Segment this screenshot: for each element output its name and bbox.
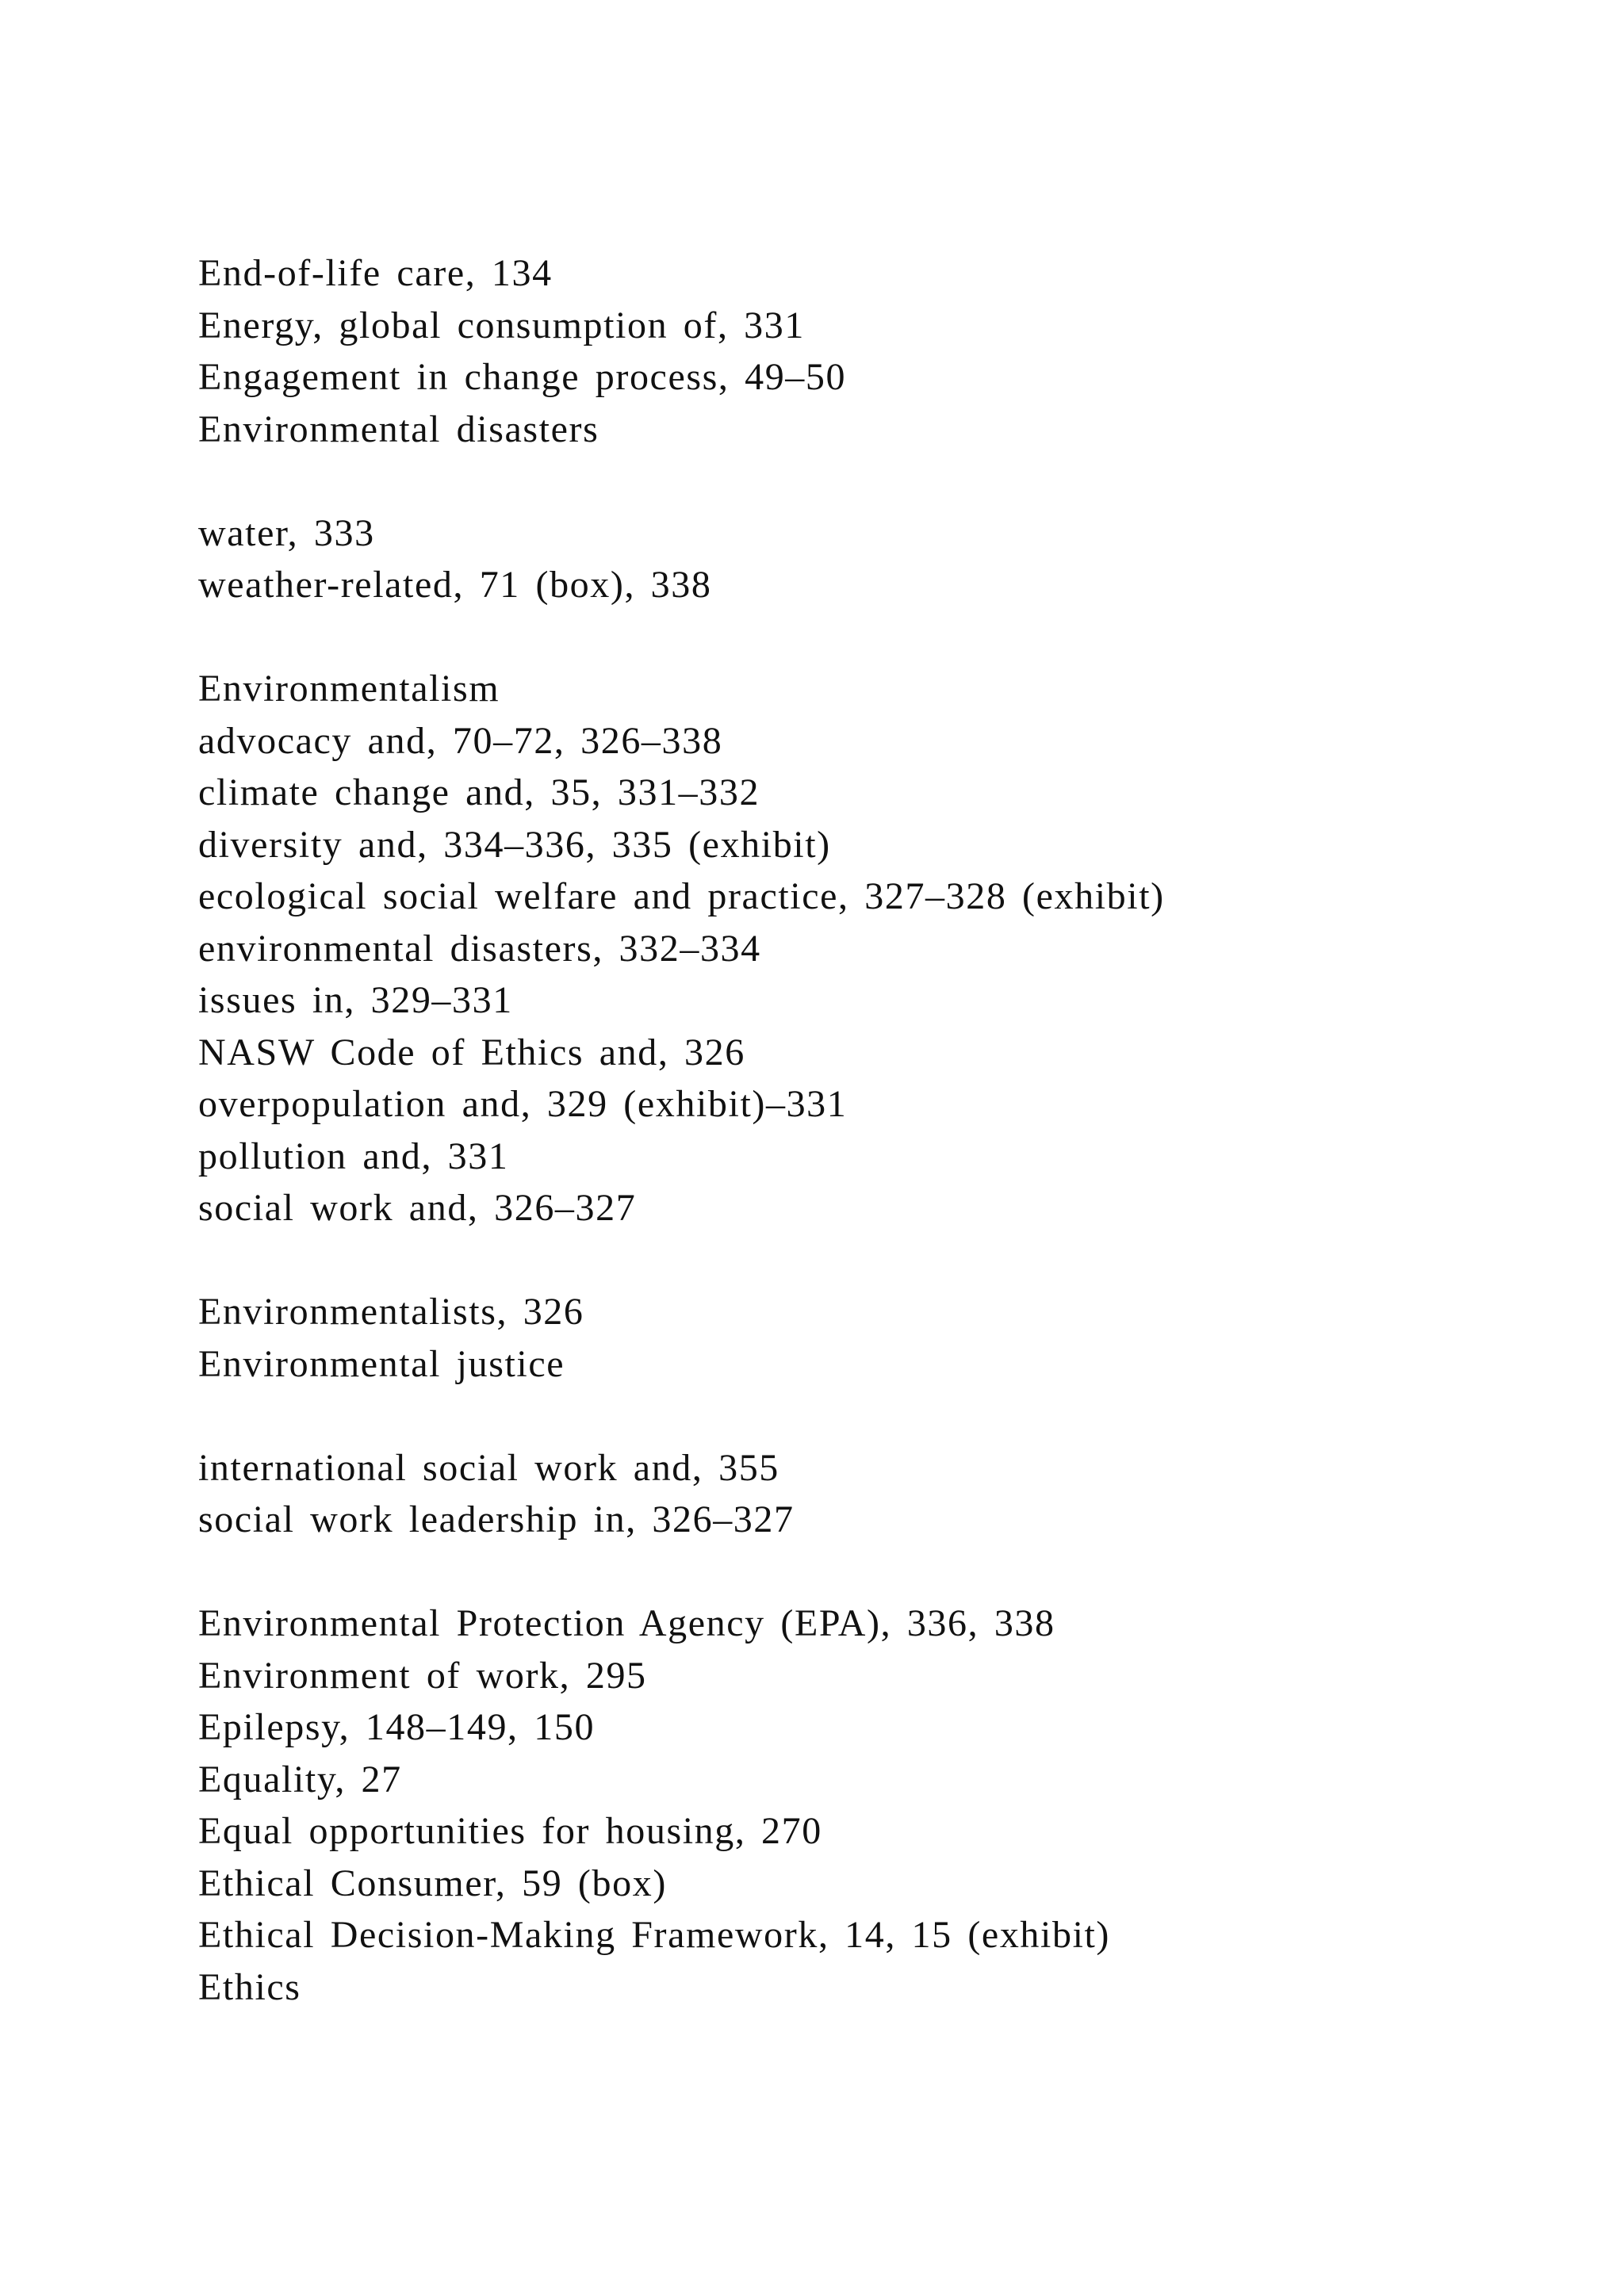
index-entry: Ethical Decision-Making Framework, 14, 15 (exhibit) xyxy=(198,1914,1111,1956)
blank-line xyxy=(198,455,1594,507)
index-subentry: environmental disasters, 332–334 xyxy=(198,927,761,970)
index-entry: Epilepsy, 148–149, 150 xyxy=(198,1706,596,1748)
blank-line xyxy=(198,1390,1594,1442)
index-entry: Environmentalists, 326 xyxy=(198,1291,584,1333)
index-subentry: pollution and, 331 xyxy=(198,1135,509,1177)
index-subentry: issues in, 329–331 xyxy=(198,979,513,1021)
index-entry: Environmental disasters xyxy=(198,408,599,450)
index-subentry: climate change and, 35, 331–332 xyxy=(198,771,760,813)
index-subentry: NASW Code of Ethics and, 326 xyxy=(198,1031,745,1073)
index-entry: Engagement in change process, 49–50 xyxy=(198,356,847,398)
index-subentry: weather-related, 71 (box), 338 xyxy=(198,564,712,606)
index-entry: Environmentalism xyxy=(198,668,500,710)
index-entry: End-of-life care, 134 xyxy=(198,252,553,294)
index-subentry: diversity and, 334–336, 335 (exhibit) xyxy=(198,823,831,866)
index-entry: Environmental Protection Agency (EPA), 336, 338 xyxy=(198,1602,1055,1644)
index-entry: Ethics xyxy=(198,1965,301,2008)
index-subentry: social work leadership in, 326–327 xyxy=(198,1498,795,1540)
index-subentry: social work and, 326–327 xyxy=(198,1187,637,1229)
index-subentry: advocacy and, 70–72, 326–338 xyxy=(198,719,723,762)
index-entry: Ethical Consumer, 59 (box) xyxy=(198,1862,667,1904)
blank-line xyxy=(198,611,1594,664)
index-subentry: international social work and, 355 xyxy=(198,1446,779,1489)
index-subentry: water, 333 xyxy=(198,511,375,554)
index-entry-list xyxy=(198,247,1594,2013)
index-entry: Environmental justice xyxy=(198,1342,565,1385)
blank-line xyxy=(198,1546,1594,1598)
index-entry: Equal opportunities for housing, 270 xyxy=(198,1810,822,1852)
index-entry: Equality, 27 xyxy=(198,1758,402,1800)
blank-line xyxy=(198,1234,1594,1287)
index-entry: Energy, global consumption of, 331 xyxy=(198,304,805,346)
index-subentry: ecological social welfare and practice, 327–328 (exhibit) xyxy=(198,875,1165,917)
index-entry: Environment of work, 295 xyxy=(198,1654,647,1697)
index-subentry: overpopulation and, 329 (exhibit)–331 xyxy=(198,1083,848,1125)
